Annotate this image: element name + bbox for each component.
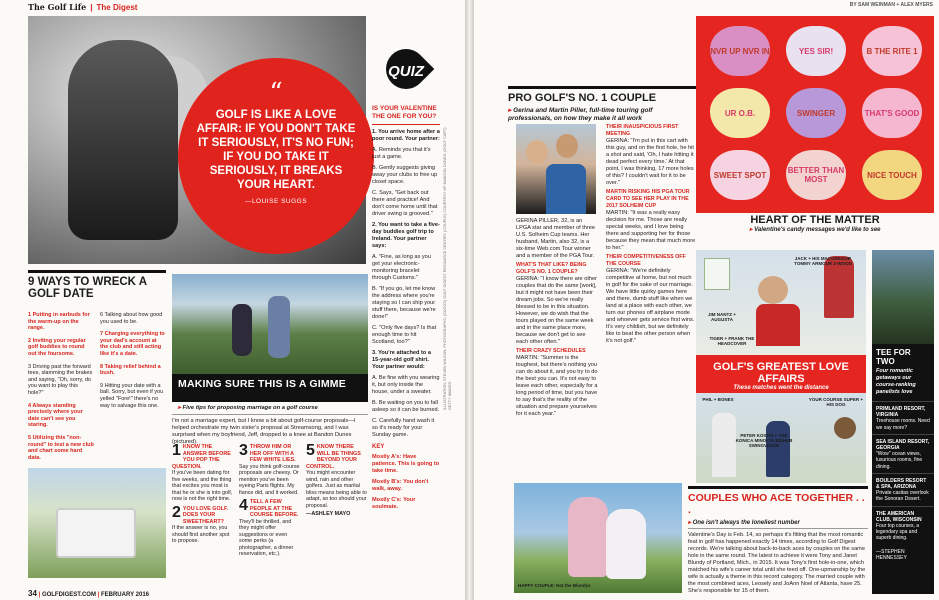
quiz-column bbox=[372, 45, 440, 511]
resort-name: BOULDERS RESORT & SPA, ARIZONA bbox=[876, 477, 927, 491]
right-page bbox=[474, 0, 939, 600]
love-caption: JIM NANTZ + AUGUSTA bbox=[708, 312, 736, 322]
gimme-title: MAKING SURE THIS IS A GIMME bbox=[178, 378, 346, 390]
quote-circle bbox=[178, 58, 374, 254]
resort-item bbox=[872, 401, 934, 431]
list-item: 6 Talking about how good you used to be. bbox=[100, 312, 163, 325]
candy-hearts-photo bbox=[696, 16, 934, 213]
tip-body: You might encounter wind, rain and other golfers. Just as marital bliss means being able to adapt, so too should your proposal. bbox=[306, 470, 367, 509]
hearts-dek: ▸ Valentine's candy messages we'd like to see bbox=[749, 227, 881, 233]
love-affairs-bar bbox=[696, 355, 866, 393]
gimme-dek-text: Five tips for proposing marriage on a golf course bbox=[182, 405, 318, 411]
list-item: 2 Inviting your regular golf buddies to round out the foursome. bbox=[28, 337, 86, 357]
nine-ways-title: 9 WAYS TO WRECK A GOLF DATE bbox=[28, 270, 166, 300]
section-header: The Golf Life | The Digest bbox=[28, 2, 138, 12]
tip-body: They'll be thrilled, and they might offer suggestions or even some perks (a photographer, a dinner reservation, etc.). bbox=[239, 518, 294, 557]
resort-name: THE AMERICAN CLUB, WISCONSIN bbox=[876, 510, 922, 523]
tee-credit: —STEPHEN HENNESSEY bbox=[876, 548, 907, 561]
pro-answer: MARTIN: "Summer is the toughest, but there's nothing you can do about it, and you try to do the best you can. It's not easy to leave each other, especially for a long period of time, but you have to say that's the reality of the situation and prepare yourselves for it each year." bbox=[516, 355, 598, 417]
quote-source: —LOUISE SUGGS bbox=[244, 198, 308, 205]
spread-gutter bbox=[465, 0, 474, 600]
love-caption: PETER KOSTIS + THE KONICA MINOLTA BIZHUB SWINGVISION bbox=[735, 433, 793, 448]
golf-cart-photo bbox=[28, 468, 166, 578]
gimme-tips: 1 KNOW THE ANSWER BEFORE YOU POP THE QUESTION. If you've been dating for five weeks, and the thing that excites you most is that he or she is into golf, now is not the right time. 2 YOU LOVE GOLF. DOES YOUR SWEETHEART? If the answer is no, you should find another spot to propose. 3 THROW HIM OR HER OFF WITH A FEW WHITE LIES. Say you think golf-course proposals are cheesy. Or mention you've been eyeing Paris flights. My fiance did, and it worked. 4 TELL A FEW PEOPLE AT THE COURSE BEFORE. They'll be thrilled, and they might offer suggestions or even some perks (a photographer, a dinner reservation, etc.). 5 KNOW THERE WILL BE THINGS BEYOND YOUR CONTROL. You might encounter wind, rain and other golfers. Just as marital bliss means being able to adapt, so too should your proposal. —ASHLEY MAYO bbox=[172, 442, 367, 557]
quiz-q1-c: C. Says, "Get back out there and practice! And don't come home until that driver swing is grooved." bbox=[372, 190, 438, 217]
couples-dek: ▸ One isn't always the loneliest number bbox=[688, 519, 868, 529]
pro-answer: GERINA: "We're definitely competitive at home, but not much in golf for the sake of our marriage. We have little quirky games here and there, dumb stuff like when we land at a place with each other, we turn our phones off airplane mode and whoever gets service first wins. It's very childish, but we definitely like to beat the other person when it's not golf." bbox=[606, 268, 695, 344]
quiz-key-label: KEY bbox=[372, 444, 385, 450]
candy-heart: THAT'S GOOD bbox=[862, 88, 922, 138]
list-item: 5 Utilizing this "non-round" to test a new club and chart some hard data. bbox=[28, 434, 94, 461]
tee-title: TEE FOR TWO bbox=[876, 348, 911, 366]
list-item: 4 Always standing precisely where your date can't see you staring. bbox=[28, 402, 83, 429]
tip-heading: YOU LOVE GOLF. DOES YOUR SWEETHEART? bbox=[182, 505, 229, 525]
pro-column-2 bbox=[606, 124, 696, 345]
pro-column-1 bbox=[516, 218, 598, 418]
spade-icon bbox=[376, 45, 436, 101]
gimme-dek bbox=[172, 402, 368, 415]
candy-heart: B THE RITE 1 bbox=[862, 26, 922, 76]
tip-body: If you've been dating for five weeks, and the thing that excites you most is that he or she is into golf, now is not the right time. bbox=[172, 470, 233, 502]
love-title: GOLF'S GREATEST LOVE AFFAIRS bbox=[713, 361, 849, 385]
candy-heart: NVR UP NVR IN bbox=[710, 26, 770, 76]
quiz-key-c: Mostly C's: Your soulmate. bbox=[372, 497, 416, 510]
love-affairs-photos-bottom bbox=[696, 393, 866, 483]
triangle-icon: ▸ bbox=[178, 405, 181, 411]
quiz-q2-c: C. "Only five days? Is that enough time to hit Scotland, too?" bbox=[372, 325, 437, 345]
footer-site: GOLFDIGEST.COM bbox=[41, 592, 96, 598]
love-caption: YOUR COURSE SUPER + HIS DOG bbox=[808, 397, 864, 407]
resort-name: SEA ISLAND RESORT, GEORGIA bbox=[876, 438, 930, 452]
page-number: 34 bbox=[28, 589, 37, 598]
left-page bbox=[0, 0, 465, 600]
gimme-intro: I'm not a marriage expert, but I know a bit about golf-course proposals—I helped orchestrate my twin sister's proposal at Streamsong, and I was surprised when my boyfriend, Jeff, dropped to a knee at Bandon Dunes (pictured). bbox=[172, 418, 356, 445]
resort-photo bbox=[872, 250, 934, 344]
hearts-dek-text: Valentine's candy messages we'd like to see bbox=[754, 227, 881, 233]
quiz-title: IS YOUR VALENTINE THE ONE FOR YOU? bbox=[372, 105, 440, 125]
proposal-photo bbox=[172, 274, 368, 374]
pro-question-heading: THEIR COMPETITIVENESS OFF THE COURSE bbox=[606, 254, 686, 267]
love-caption: PHIL + BONES bbox=[702, 397, 734, 402]
candy-heart: YES SIR! bbox=[786, 26, 846, 76]
tip-heading: KNOW THERE WILL BE THINGS BEYOND YOUR CONTROL. bbox=[306, 444, 361, 470]
hearts-title: HEART OF THE MATTER bbox=[750, 214, 880, 226]
quote-mark-icon: “ bbox=[269, 78, 283, 108]
tee-for-two-sidebar bbox=[872, 250, 934, 594]
quiz-badge: QUIZ bbox=[388, 63, 424, 80]
couples-section bbox=[688, 486, 868, 595]
candy-heart: BETTER THAN MOST bbox=[786, 150, 846, 200]
resort-desc: Treehouse rooms. Need we say more? bbox=[876, 418, 930, 431]
love-dek: These matches went the distance bbox=[733, 385, 829, 391]
quiz-key-a: Mostly A's: Have patience. This is going to take time. bbox=[372, 454, 440, 474]
hearts-caption bbox=[696, 214, 934, 233]
pro-question-heading: WHAT'S THAT LIKE? BEING GOLF'S NO. 1 COUPLE? bbox=[516, 262, 587, 275]
quiz-q2: 2. You want to take a five-day buddies golf trip to Ireland. Your partner says: bbox=[372, 222, 440, 249]
quiz-key-b: Mostly B's: You don't walk, away. bbox=[372, 479, 429, 492]
candy-heart: NICE TOUCH bbox=[862, 150, 922, 200]
quiz-q2-b: B. "If you go, let me know the address where you're staying so I can ship your stuff there, because we're done!" bbox=[372, 286, 436, 320]
list-item: 8 Taking relief behind a bush. bbox=[100, 363, 161, 377]
list-item: 1 Putting in earbuds for the warm-up on the range. bbox=[28, 312, 90, 332]
couples-title: COUPLES WHO ACE TOGETHER . . . bbox=[688, 486, 868, 516]
candy-heart: UR O.B. bbox=[710, 88, 770, 138]
pro-answer: MARTIN: "It was a really easy decision for me. Those are really special weeks, and I love being there and supporting her for those because they mean that much more to her." bbox=[606, 210, 696, 251]
love-affairs-photos-top bbox=[696, 250, 866, 355]
love-caption: JACK + HIS MACGREGOR TOMMY ARMOUR 3-WOOD bbox=[794, 256, 852, 266]
photo-credits: ILLUSTRATION: STEVEN WILSON; PHOTOGRAPHS: (SUGGS) GOLF DIGEST RESOURCE CENTER; (COUPLE) COURTESY OF BANDON DUNES; (GOLF CART) GETTY IMAGES bbox=[443, 127, 452, 410]
couples-dek-text: One isn't always the loneliest number bbox=[692, 520, 800, 526]
tee-dek: Four romantic getaways our course-ranking panelists love bbox=[876, 368, 916, 395]
resort-item bbox=[872, 506, 934, 542]
masters-flag-icon bbox=[704, 258, 730, 290]
happy-couple-photo bbox=[514, 483, 682, 593]
quiz-q2-a: A. "Fine, as long as you get your electronic-monitoring bracelet through Customs." bbox=[372, 254, 431, 281]
pro-answer: GERINA: "I'm put in this cart with this guy, and on the first hole, he hit a shot and said, 'Oh, I hate hitting it dead perfect every time.' At that point, I was thinking, 17 more holes of this? I couldn't wait for it to be over." bbox=[606, 138, 694, 186]
resort-item bbox=[872, 473, 934, 503]
candy-heart: SWEET SPOT bbox=[710, 150, 770, 200]
nine-ways-section bbox=[28, 270, 166, 467]
candy-heart: SWINGER bbox=[786, 88, 846, 138]
photo-caption: HAPPY COUPLE: Not the Blundys bbox=[518, 583, 591, 588]
pro-intro: GERINA PILLER, 32, is an LPGA star and member of three U.S. Solheim Cup teams. Her husband, Martin, also 32, is a six-time Web.com Tour winner and a member of the PGA Tour. bbox=[516, 218, 595, 259]
resort-item bbox=[872, 434, 934, 470]
resort-desc: Private casitas overlook the Sonoran Desert. bbox=[876, 490, 929, 503]
quiz-q3-b: B. Be waiting on you to fall asleep so it can be burned. bbox=[372, 400, 440, 413]
pro-answer: GERINA: "I know there are other couples that do the same [work], but it might not have been their dream jobs. So we're really blessed to be in this situation. However, we do wish that the tours played on the same week and in the same place more, because we don't get to see each other often." bbox=[516, 276, 597, 345]
quiz-q1: 1. You arrive home after a poor round. Your partner: bbox=[372, 129, 440, 142]
love-caption: TIGER + FRANK THE HEADCOVER bbox=[709, 336, 755, 346]
list-item: 7 Charging everything to your dad's account at the club and still acting like it's a date. bbox=[100, 331, 165, 357]
tip-body: Say you think golf-course proposals are cheesy. Or mention you've been eyeing Paris flights. My fiance did, and it worked. bbox=[239, 463, 300, 496]
gimme-title-bar bbox=[172, 374, 368, 402]
quiz-q1-a: A. Reminds you that it's just a game. bbox=[372, 147, 431, 160]
gimme-byline: —ASHLEY MAYO bbox=[306, 511, 351, 517]
tip-body: If the answer is no, you should find another spot to propose. bbox=[172, 525, 230, 544]
resort-name: PRIMLAND RESORT, VIRGINIA bbox=[876, 406, 926, 419]
pro-question-heading: THEIR CRAZY SCHEDULES bbox=[516, 348, 586, 354]
quote-text: GOLF IS LIKE A LOVE AFFAIR: IF YOU DON'T TAKE IT SERIOUSLY, IT'S NO FUN; IF YOU DO TAKE IT SERIOUSLY, IT BREAKS YOUR HEART. bbox=[196, 109, 356, 191]
pro-question-heading: MARTIN RISKING HIS PGA TOUR CARD TO SEE HER PLAY IN THE 2017 SOLHEIM CUP bbox=[606, 189, 690, 209]
tip-heading: KNOW THE ANSWER BEFORE YOU POP THE QUESTION. bbox=[172, 444, 231, 470]
quiz-q1-b: B. Gently suggests giving away your clubs to free up closet space. bbox=[372, 165, 438, 185]
quiz-q3-c: C. Carefully hand wash it so it's ready for your Sunday game. bbox=[372, 418, 435, 438]
quiz-q3: 3. You're attached to a 15-year-old golf shirt. Your partner would: bbox=[372, 350, 431, 370]
footer-month: FEBRUARY 2016 bbox=[100, 592, 149, 598]
list-item: 3 Driving past the forward tees, slamming the brakes and saying, "Oh, sorry, do you want to play this hole?" bbox=[28, 363, 93, 396]
pro-dek: ▸ Gerina and Martin Piller, full-time touring golf professionals, on how they make it all work bbox=[508, 107, 653, 122]
byline-header: BY SAM WEINMAN + ALEX MYERS bbox=[849, 2, 933, 8]
subsection-name: The Digest bbox=[96, 3, 138, 12]
pro-couple-section bbox=[508, 86, 698, 123]
pro-question-heading: THEIR INAUSPICIOUS FIRST MEETING bbox=[606, 124, 679, 137]
section-name: The Golf Life bbox=[28, 2, 87, 12]
piller-couple-photo bbox=[516, 124, 596, 214]
resort-desc: Four top courses, a legendary spa and superb dining. bbox=[876, 523, 920, 542]
quiz-q3-a: A. Be fine with you wearing it, but only inside the house, under a sweater. bbox=[372, 375, 440, 395]
pro-title: PRO GOLF'S NO. 1 COUPLE bbox=[508, 86, 698, 104]
list-item: 9 Hitting your date with a ball. Sorry, but even if you yelled "Fore!" there's no way to salvage this one. bbox=[100, 382, 164, 409]
couples-body: Valentine's Day is Feb. 14, so perhaps it's fitting that the most romantic feat in golf has happened exactly 14 times, according to Golf Digest records. We're talking about back-to-back aces by couples on the same hole in the same round. The latest to achieve it were Tony and Janet Blundy of Portland, Mich., in 2015. It was Tony's first hole-in-one, which matched his wife's career total until she teed off. One-upmanship by the wife is actually a theme in this record category. The married couple with the most combined aces, Leosely and JoAnn Noel of Atlanta, have 25. She's responsible for 15 of them. bbox=[688, 532, 866, 594]
resort-desc: "Wow" ocean views, luxurious rooms, fine dining. bbox=[876, 451, 923, 470]
tip-heading: THROW HIM OR HER OFF WITH A FEW WHITE LIES. bbox=[249, 444, 296, 463]
tip-heading: TELL A FEW PEOPLE AT THE COURSE BEFORE. bbox=[249, 499, 299, 518]
pro-dek-text: Gerina and Martin Piller, full-time touring golf professionals, on how they make it all work bbox=[508, 107, 653, 122]
left-footer: 34 | GOLFDIGEST.COM | FEBRUARY 2016 bbox=[28, 589, 149, 598]
